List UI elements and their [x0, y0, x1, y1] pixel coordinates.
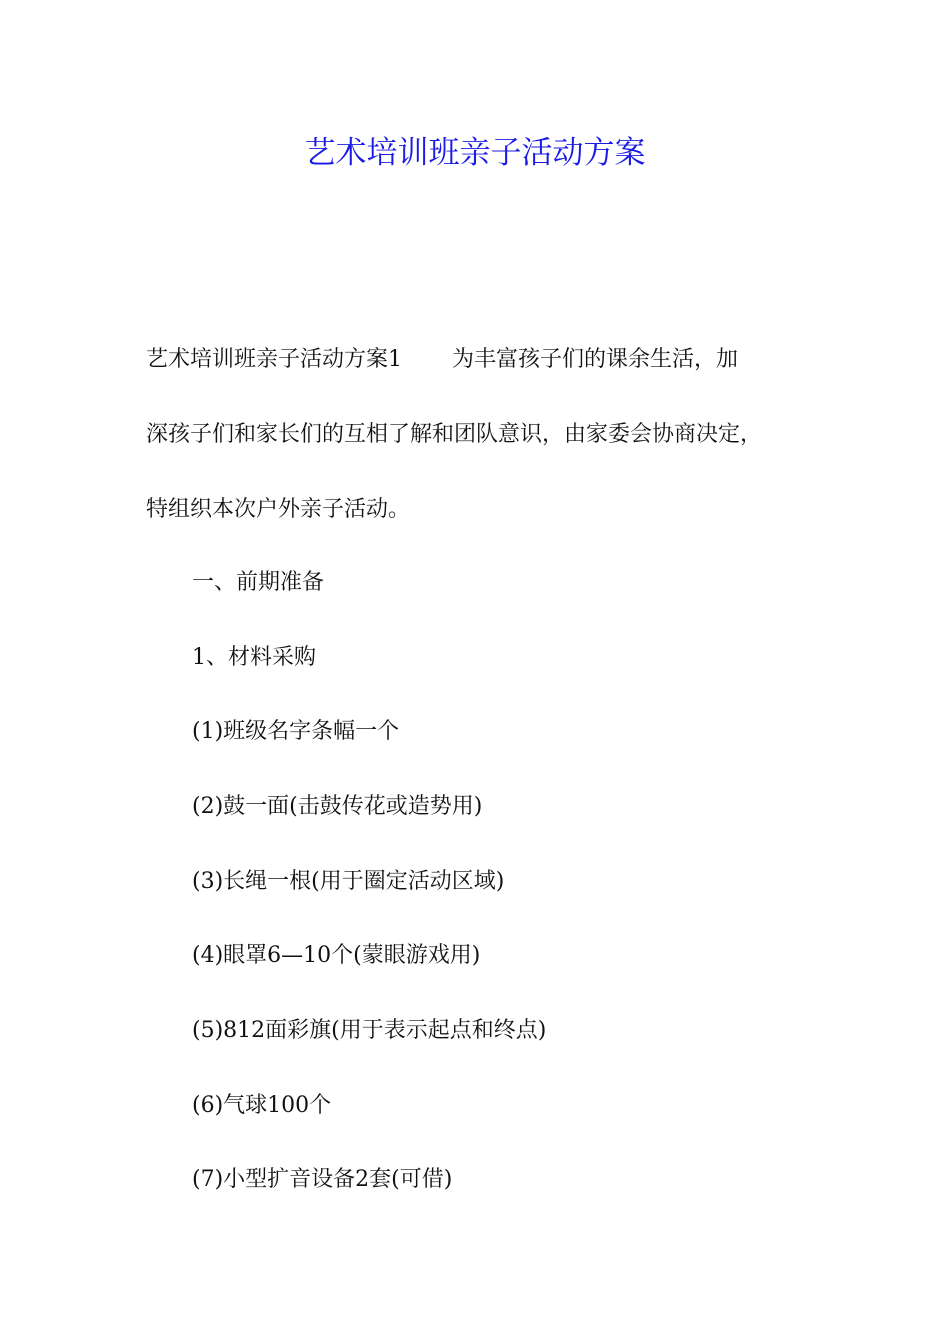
intro-heading: 艺术培训班亲子活动方案1 [146, 347, 402, 372]
list-item: (7)小型扩音设备2套(可借) [192, 1167, 453, 1192]
section-heading: 一、前期准备 [192, 570, 325, 595]
intro-line-2: 深孩子们和家长们的互相了解和团队意识，由家委会协商决定， [146, 422, 763, 447]
intro-line-3: 特组织本次户外亲子活动。 [146, 497, 411, 522]
list-item: (2)鼓一面(击鼓传花或造势用) [192, 794, 483, 819]
document-title: 艺术培训班亲子活动方案 [304, 135, 646, 171]
list-item: (6)气球100个 [192, 1093, 332, 1118]
intro-paragraph [146, 322, 826, 547]
intro-line-1 [146, 322, 826, 397]
list-item: (5)812面彩旗(用于表示起点和终点) [192, 1018, 547, 1043]
list-item: (4)眼罩6—10个(蒙眼游戏用) [192, 943, 481, 968]
list-item: (3)长绳一根(用于圈定活动区域) [192, 869, 505, 894]
subsection-heading: 1、材料采购 [192, 645, 316, 670]
intro-line-1-text: 为丰富孩子们的课余生活，加 [452, 347, 739, 372]
list-item: (1)班级名字条幅一个 [192, 719, 400, 744]
